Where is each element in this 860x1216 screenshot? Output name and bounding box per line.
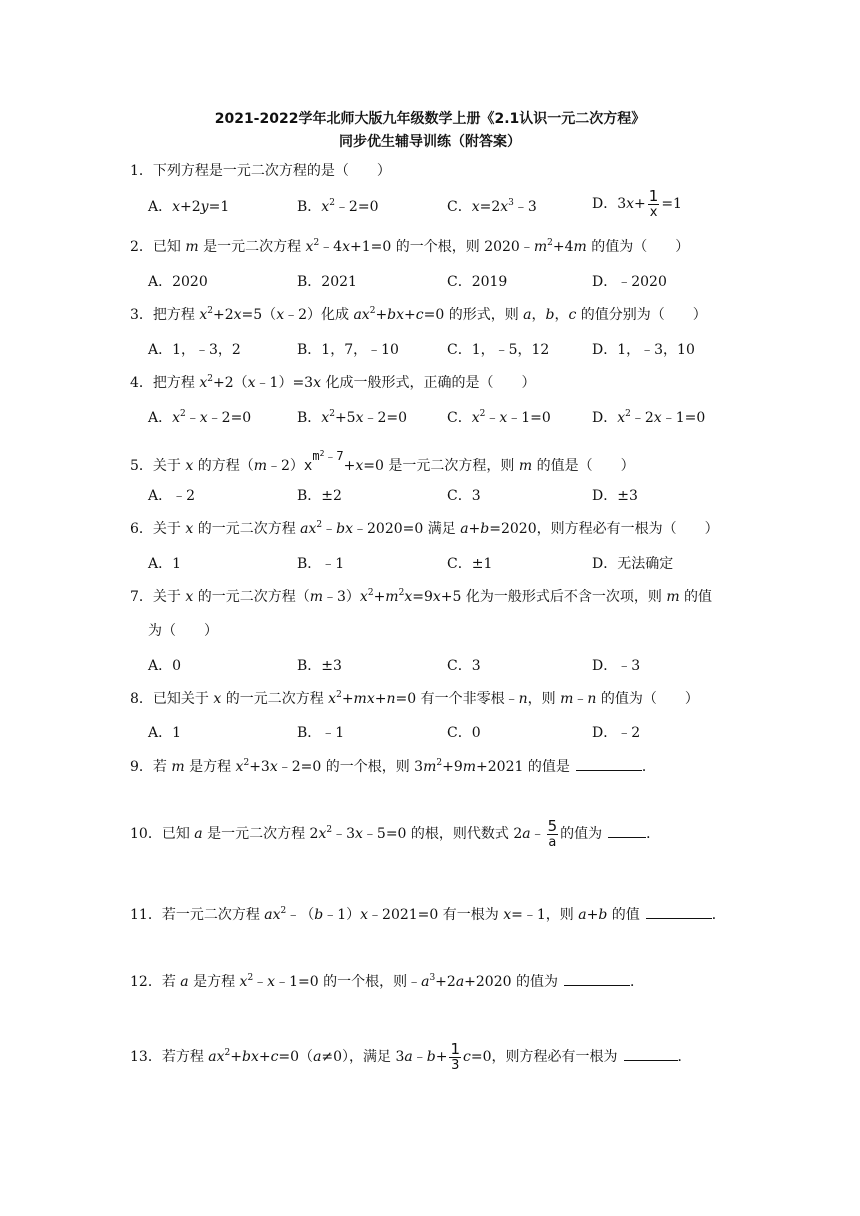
q6-option-a: A．1 <box>148 556 182 572</box>
question-9: 9．若 m 是方程 $x^2+3x﹣2=0$ 的一个根，则 $3m^2+9m+2021$ 的值是 ． <box>130 758 656 775</box>
question-10: 10．已知 a 是一元二次方程 $2x^2﹣3x﹣5=0$ 的根，则代数式 2a﹣ $\frac{5}{a}$ 的值为 ． <box>130 817 661 850</box>
q3-option-a: A．1，﹣3，2 <box>148 342 241 358</box>
question-4: 4．把方程 $x^2+2(x﹣1)=3x$ 化成一般形式，正确的是（ ） <box>130 374 536 391</box>
answer-blank[interactable] <box>624 1046 678 1061</box>
q2-option-b: B．2021 <box>297 274 357 290</box>
page-subtitle: 同步优生辅导训练（附答案） <box>339 134 521 150</box>
answer-blank[interactable] <box>608 823 646 838</box>
question-11: 11．若一元二次方程 $ax^2﹣(b﹣1)x﹣2021=0$ 有一根为 x=﹣1，则 a+b 的值 ． <box>130 906 726 923</box>
question-6: 6．关于 x 的一元二次方程 $ax^2﹣bx﹣2020=0$ 满足 a+b=2020，则方程必有一根为（ ） <box>130 520 719 537</box>
q2-option-c: C．2019 <box>447 274 508 290</box>
q5-option-c: C．3 <box>447 488 481 504</box>
question-1: 1．下列方程是一元二次方程的是（ ） <box>130 163 391 179</box>
q4-option-c: C．$x^2﹣x﹣1=0$ <box>447 409 551 426</box>
q1-option-a: A．x+2y=1 <box>148 199 230 215</box>
answer-blank[interactable] <box>646 904 712 919</box>
question-3: 3．把方程 $x^2+2x=5(x﹣2)$化成 $ax^2+bx+c=0$ 的形式，则 a，b，c 的值分别为（ ） <box>130 306 707 323</box>
question-7: 7．关于 x 的一元二次方程$(m﹣3)x^2+m^2x=9x+5$ 化为一般形式后不含一次项，则 m 的值 <box>130 588 713 605</box>
question-8: 8．已知关于 x 的一元二次方程 $x^2+mx+n=0$ 有一个非零根﹣n，则 m﹣n 的值为（ ） <box>130 690 699 707</box>
q5-option-a: A．﹣2 <box>148 488 196 504</box>
question-7-cont: 为（ ） <box>148 623 218 639</box>
q5-option-d: D．±3 <box>592 488 638 504</box>
q6-option-c: C．±1 <box>447 556 493 572</box>
answer-blank[interactable] <box>564 971 630 986</box>
answer-blank[interactable] <box>576 756 642 771</box>
question-12: 12．若 a 是方程 $x^2﹣x﹣1=0$ 的一个根，则$﹣a^3+2a+2020$ 的值为 ． <box>130 973 644 990</box>
fraction-1-over-x: $\frac{1}{x}$ <box>648 187 659 220</box>
fraction-5-over-a: $\frac{5}{a}$ <box>547 817 558 850</box>
q2-option-a: A．2020 <box>148 274 208 290</box>
q4-option-d: D．$x^2﹣2x﹣1=0$ <box>592 409 706 426</box>
q4-option-b: B．$x^2+5x﹣2=0$ <box>297 409 408 426</box>
q8-option-d: D．﹣2 <box>592 725 641 741</box>
q8-option-a: A．1 <box>148 725 182 741</box>
q7-option-d: D．﹣3 <box>592 658 641 674</box>
q8-option-c: C．0 <box>447 725 481 741</box>
q3-option-c: C．1，﹣5，12 <box>447 342 550 358</box>
fraction-1-over-3: $\frac{1}{3}$ <box>450 1040 461 1073</box>
q6-option-b: B．﹣1 <box>297 556 345 572</box>
q7-option-b: B．±3 <box>297 658 342 674</box>
q3-option-d: D．1，﹣3，10 <box>592 342 695 358</box>
q6-option-d: D．无法确定 <box>592 556 674 572</box>
page-title: 2021-2022学年北师大版九年级数学上册《2.1认识一元二次方程》 <box>214 111 646 127</box>
question-13: 13．若方程 $ax^2+bx+c=0(a\ne 0)$，满足 3a﹣b+ $\frac{1}{3}$ c=0，则方程必有一根为 ． <box>130 1040 692 1073</box>
q5-option-b: B．±2 <box>297 488 342 504</box>
q1-option-c: C．$x=2x^3﹣3$ <box>447 198 537 215</box>
question-5: 5．关于 x 的方程$(m﹣2)xm^2﹣7+x=0$ 是一元二次方程，则 m 的值是（ ） <box>130 449 635 474</box>
question-2: 2．已知 m 是一元二次方程 $x^2﹣4x+1=0$ 的一个根，则 $2020﹣m^2+4m$ 的值为（ ） <box>130 238 690 255</box>
q1-option-d: D．3x+ $\frac{1}{x}$ =1 <box>592 187 682 220</box>
q1-option-b: B．$x^2﹣2=0$ <box>297 198 379 215</box>
q4-option-a: A．$x^2﹣x﹣2=0$ <box>148 409 252 426</box>
q7-option-a: A．0 <box>148 658 182 674</box>
q7-option-c: C．3 <box>447 658 481 674</box>
q3-option-b: B．1，7，﹣10 <box>297 342 399 358</box>
q2-option-d: D．﹣2020 <box>592 274 667 290</box>
q8-option-b: B．﹣1 <box>297 725 345 741</box>
